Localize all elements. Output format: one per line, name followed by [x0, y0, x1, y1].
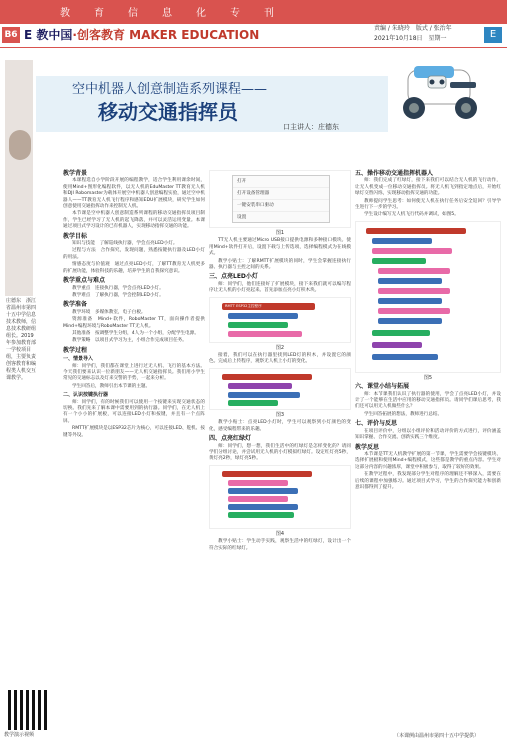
heading-key: 教学重点与难点: [63, 277, 106, 285]
author-portrait: [5, 60, 33, 296]
qr-caption: 教学演示视频: [4, 732, 35, 738]
heading-red: 四、点亮红绿灯: [209, 435, 252, 443]
code-block: [378, 288, 450, 294]
menu-item-settings[interactable]: 设置: [237, 215, 247, 220]
qr-code[interactable]: [8, 690, 48, 730]
code-block: [372, 258, 426, 264]
editors-line: 责编 / 朱晓玲 版式 / 张治年: [374, 25, 452, 32]
author-bio: 庄德东 浙江省温州市第四十五中学信息技术教师，信息技术教研组组长。2019年参加教育部一学校项目组，主要负责创客教育和编程类人机交互课教学。: [6, 298, 37, 381]
article-title-line1: 空中机器人创意制造系列课程——: [72, 82, 268, 97]
expand-paragraph: 师：本节课我们认识了执行器的使用，学会了点亮LED小灯，并设计了一个能够在生活中应用的移动交通指挥员。请同学们课后思考，我们还可以用无人机做些什么？: [355, 391, 501, 410]
code-block: [228, 313, 298, 319]
figure-1-caption: 图1: [275, 230, 285, 236]
article-footnote: （本课例由温州市第四十五中学提供）: [394, 733, 480, 739]
reflect-paragraph: 本节课是TT无人机教学扩展的第一节课，学生需要学会按键模块、选择扩展板和使用Mind+编程模式，这些都是教学的重点内容。学生对这部分内容的兴趣浓厚，课堂中积极参与，取得了较好的效果。: [355, 451, 501, 470]
code-block: [372, 330, 430, 336]
prep-3: 其他准备 按调整学生分组，4人为一个小组，分配学生电源。: [72, 330, 199, 336]
heading-reflect: 教学反思: [355, 443, 380, 451]
banner-text: 教育信息化专刊: [60, 8, 298, 19]
step1-paragraph: 师：同学们，我们都在课堂上进行过无人机、飞行的基本方法。今天我们要来认识一位新朋友——无人机交通指挥员。我们用小学生常见的交通标志以及灯来交警的手势，一起来分析。: [63, 363, 205, 382]
goal-1: 知识与技能 了解巡线执行器，学会点亮LED小灯。: [72, 241, 178, 247]
col2-tip-1: 教学小贴士：了解RMTT扩展模块的同时，学生会掌握连接执行器、执行器与主控之间的关系。: [209, 258, 351, 271]
heading-prep: 教学准备: [63, 301, 88, 309]
code-block: [228, 504, 298, 510]
code-block: [228, 496, 288, 502]
col2-tip-2: 教学小贴士：点亮LED小灯时，学生可以观察到小灯颜色的变化，感受编程带来的乐趣。: [209, 420, 351, 432]
figure-4-caption: 图4: [275, 530, 285, 537]
masthead-title-cn: 创客教育: [76, 28, 125, 42]
code-block: [372, 238, 432, 244]
goal-2: 过程与方法 合作探究，发现问题，熟悉按键执行器及LED小灯的用法。: [63, 248, 205, 260]
robot-illustration: [390, 52, 502, 130]
code-block: [378, 318, 442, 324]
code-block: [228, 512, 294, 518]
move-paragraph-2: 教师提问学生思考：如何使无人机在执行任务后安全返回？引导学生进行下一步的学习。: [355, 198, 501, 211]
masthead-title-sep: ·: [72, 28, 77, 42]
page-number: B6: [2, 27, 20, 43]
code-block: [372, 248, 452, 254]
masthead-title: [24, 26, 259, 43]
figure-2-caption: 图2: [275, 344, 285, 351]
heading-led: 三、点亮LED小灯: [209, 273, 258, 281]
figure-3-code-blocks: [209, 368, 351, 410]
prep-4: 教学策略 以项目式学习为主，小组合作完成项目任务。: [72, 338, 187, 344]
step2-paragraph-2: RMTT扩展模块是以ESP32芯片为核心，可以连接LED、舵机、按键等外设。: [63, 426, 205, 438]
masthead-title-main: E 教中国: [24, 28, 73, 42]
masthead-rule: [0, 47, 507, 48]
newspaper-logo-icon: E: [484, 27, 502, 43]
heading-step2: 二、认识按键执行器: [63, 392, 109, 399]
heading-move: 五、操作移动交通指挥机器人: [355, 170, 434, 177]
figure-2-code-blocks: [209, 297, 351, 343]
code-block: [366, 228, 466, 234]
code-block: [378, 278, 442, 284]
step1-paragraph-2: 学生回答后，教师引出本节课的主题。: [72, 383, 151, 389]
figure-1-menu: [209, 170, 351, 228]
col2-paragraph-1: TT无人机主要通过Micro USB接口提供电源和多种接口模块。使用Mind+软件打开后，设置下载与上传选项，选择编程模式为在线模式。: [209, 238, 351, 257]
column-2: [209, 168, 351, 720]
code-block: [372, 354, 438, 360]
key-1: 教学重点 连接执行器，学会点亮LED小灯。: [72, 285, 164, 291]
move-paragraph: 师：我们完成了红绿灯，接下来我们可以结合无人机的飞行动作，让无人机变成一位移动交通指挥员。将无人机飞到指定地点后，开始红绿灯交替闪烁，实现移动指挥交通的功能。: [355, 178, 501, 197]
code-block: [378, 308, 450, 314]
code-block: [228, 488, 298, 494]
key-2: 教学难点 了解执行器，学会控制LED小灯。: [72, 292, 164, 298]
led-paragraph-2: 接着，我们可以在执行器里找到LED灯的积木，并设置它的颜色。完成后上传程序，观察无人机上小灯的变化。: [209, 353, 351, 365]
code-block: [228, 480, 288, 486]
code-block: [372, 342, 422, 348]
figure-4-code-blocks: [209, 465, 351, 529]
heading-process: 教学过程: [63, 346, 88, 354]
red-paragraph: 师：同学们，想一想，我们生活中的红绿灯是怎样变化的？请同学们分组讨论，并尝试用无人机的小灯模拟红绿灯。设定红灯亮5秒，黄灯亮2秒，绿灯亮5秒。: [209, 443, 351, 462]
prep-2: 资源准备 Mind+软件，RoboMaster TT，面向操作者提供Mind+编程环境与RoboMaster TT无人机。: [63, 317, 205, 329]
column-3: [355, 168, 501, 728]
menu-item-install-driver[interactable]: 一键安装串口驱动: [233, 200, 329, 212]
reflect-paragraph-2: 在教学过程中，我发现部分学生对程序的理解还不够深入，需要在后续的课程中加强练习。通过项目式学习，学生的合作探究能力和创新意识都得到了提升。: [355, 472, 501, 490]
code-block: [222, 374, 312, 380]
move-paragraph-3: 学生设计编写无人机飞行代码并调试，如图5。: [364, 212, 459, 218]
prep-1: 教学环境 多媒体教室，电子白板。: [72, 309, 146, 315]
expand-paragraph-2: 学生回答拓展的想法，教师进行总结。: [364, 411, 443, 417]
heading-expand: 六、课堂小结与拓展: [355, 383, 410, 391]
led-paragraph: 师：同学们，他们连接好了扩展模块，接下来我们就可以编写程序让无人机的小灯亮起来。首先添加点亮小灯积木块。: [209, 281, 351, 294]
figure-3-caption: 图3: [275, 411, 285, 418]
menu-item-device-manager[interactable]: 打开设备管理器: [233, 188, 329, 200]
heading-step1: 一、情景导入: [63, 356, 94, 363]
heading-goal: 教学目标: [63, 232, 88, 240]
heading-analysis: 教学背景: [63, 170, 88, 177]
date-line: 2021年10月18日 星期一: [374, 35, 447, 42]
code-block: [378, 268, 450, 274]
code-block: [222, 471, 312, 477]
code-block: [228, 383, 292, 389]
column-1: [63, 168, 205, 688]
code-block: [228, 400, 278, 406]
paragraph-analysis-2: 本节课是空中机器人创意制造系列课程的移动交通指挥员项目制作，学生已经学习了无人机的起飞降落，并可以灵活运用变量。本课通过项目式学习设计的已有机器人，实现移动指挥交通的功能。: [63, 211, 205, 230]
eval-paragraph: 在项目评价中，分组以小组评价和活动评价的方式进行，评价涵盖知识掌握、合作交流、创新实践三个维度。: [355, 428, 501, 441]
code-block: [378, 298, 442, 304]
code-block: [228, 392, 300, 398]
menu-item-open[interactable]: 打开: [233, 176, 329, 188]
paragraph-analysis: 本课程选自小学阶段开展的编程教学，适合学生利用课余时间，使用Mind+图形化编程软件，以无人机的EduMaster TT教育无人机和DJI Robomaster为载体开展空中机器人创意编程实验，通过空中机器人——TT教育无人机飞行程序和感知EDU扩展模块，研究学生如何创意使用交通指挥动作来控制无人机。: [63, 178, 205, 210]
code-block: [228, 331, 302, 337]
article-host: 口主讲人：庄德东: [283, 123, 339, 131]
figure-5-code-blocks: [355, 221, 501, 373]
code-block: [228, 322, 288, 328]
goal-3: 情感态度与价值观 通过点亮LED小灯，了解TT教育无人机更多的扩展功能，体验科技的乐趣，培养学生的自我探究意识。: [63, 262, 205, 274]
code-block-main: RMTT ESP32主控程序: [222, 303, 315, 310]
masthead-title-en: MAKER EDUCATION: [129, 28, 260, 42]
author-portrait-head: [9, 130, 31, 160]
col2-tip-3: 教学小贴士：学生动手实践，观察生活中的红绿灯，设计出一个符合实际的红绿灯。: [209, 539, 351, 551]
article-title-line2: 移动交通指挥员: [98, 100, 238, 124]
step2-paragraph: 师：同学们，有的时候我们可以使用一个按键来实现交通状态的切换。我们先来了解本课中需要用到的执行器。同学们，在无人机上有一个小小的扩展板，可以连接LED小灯和按键，并且有一个点阵屏。: [63, 399, 205, 424]
figure-5-caption: 图5: [423, 374, 433, 381]
heading-eval: 七、评价与反思: [355, 420, 398, 428]
